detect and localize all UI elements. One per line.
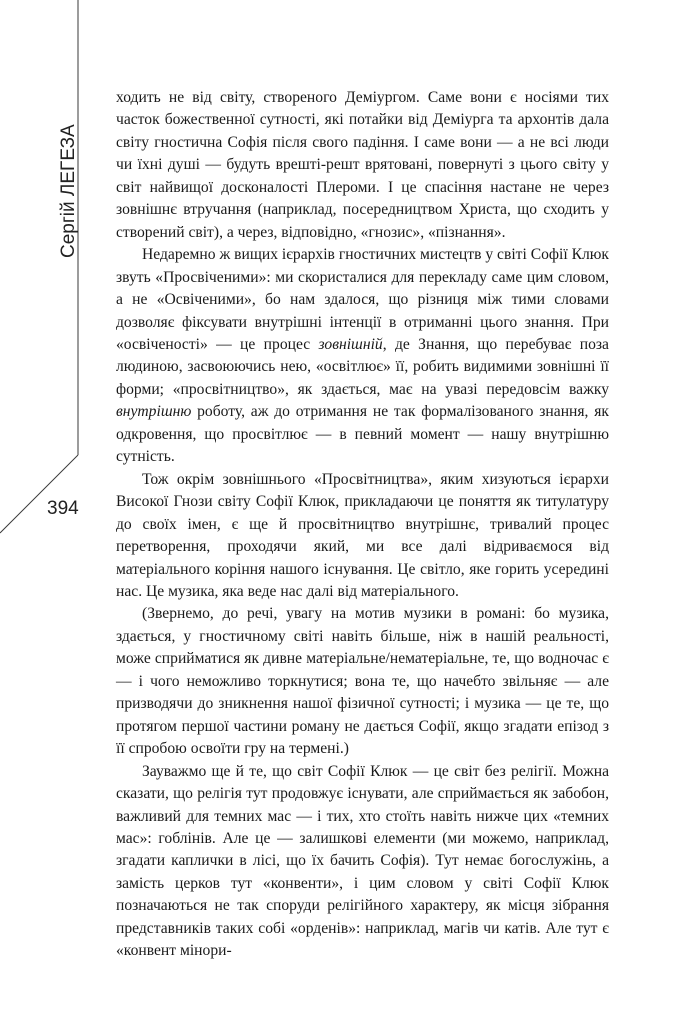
body-text [116, 87, 609, 963]
paragraph [116, 87, 609, 244]
text-segment: роботу, аж до отримання не так формалізованого знання, як одкровення, що просвітлює — в певний момент — нашу внутрішню сутність. [116, 403, 609, 466]
emphasis-text: внутрішню [116, 403, 192, 421]
paragraph [116, 761, 609, 963]
text-segment: , де Знання, що перебуває поза людиною, засвоюючись нею, «освітлює» її, робить видимими зовнішні її форми; «просвітництво», як здається, має на увазі передовсім важку [116, 335, 609, 398]
paragraph [116, 244, 609, 469]
margin-rule-diagonal [0, 455, 78, 533]
text-segment: Тож окрім зовнішнього «Просвітництва», яким хизуються ієрархи Високої Гнози світу Софії Клюк, прикладаючи це поняття як титулатуру до своїх імен, є ще й просвітництво внутрішнє, тривалий процес перетворення, проходячи який, ми все далі відриваємося від матеріального коріння нашого існування. Це світло, яке горить усередині нас. Це музика, яка веде нас далі від матеріального. [116, 470, 609, 600]
text-segment: Зауважмо ще й те, що світ Софії Клюк — це світ без релігії. Можна сказати, що релігія тут продовжує існувати, але сприймається як забобон, важливий для темних мас — і тих, хто стоїть навіть нижче цих «темних мас»: гоблінів. Але це — залишкові елементи (ми можемо, наприклад, згадати каплички в лісі, що їх бачить Софія). Тут немає богослужінь, а замість церков тут «конвенти», і цим словом у світі Софії Клюк позначаються не так споруди релігійного характеру, як місця зібрання представників таких собі «орденів»: наприклад, магів чи катів. Але тут є «конвент мінори- [116, 762, 609, 960]
emphasis-text: зовнішній [318, 335, 383, 353]
text-segment: Недаремно ж вищих ієрархів гностичних мистецтв у світі Софії Клюк звуть «Просвіченими»: ми скористалися для перекладу саме цим словом, а не «Освіченими», бо нам здалося, що різниця між тими словами дозволяє фіксувати внутрішні інтенції в отриманні цього знання. При «освіченості» — це процес [116, 246, 609, 353]
text-segment: ходить не від світу, створеного Деміургом. Саме вони є носіями тих часток божественної сутності, які потайки від Деміурга та архонтів дала світу гностична Софія після свого падіння. І саме вони — а не всі люди чи їхні душі — будуть врешті-решт врятовані, повернуті з цього світу у світ найвищої досконалості Плероми. І це спасіння настане не через зовнішнє втручання (наприклад, посередництвом Христа, що сходить у створений світ), а через, відповідно, «гнозис», «пізнання». [116, 89, 609, 241]
page-number: 394 [47, 498, 79, 519]
paragraph [116, 603, 609, 760]
text-segment: (Звернемо, до речі, увагу на мотив музики в романі: бо музика, здається, у гностичному світі навіть більше, ніж в нашій реальності, може сприйматися як дивне матеріальне/нематеріальне, те, що водночас є — і чого неможливо торкнутися; вона те, що начебто звільняє — але призводячи до зникнення нашої фізичної сутності; і музика — це те, що протягом першої частини роману не дається Софії, якщо згадати епізод з її спробою освоїти гру на термені.) [116, 605, 609, 758]
paragraph [116, 469, 609, 604]
author-name: Сергій ЛЕГЕЗА [58, 124, 79, 258]
